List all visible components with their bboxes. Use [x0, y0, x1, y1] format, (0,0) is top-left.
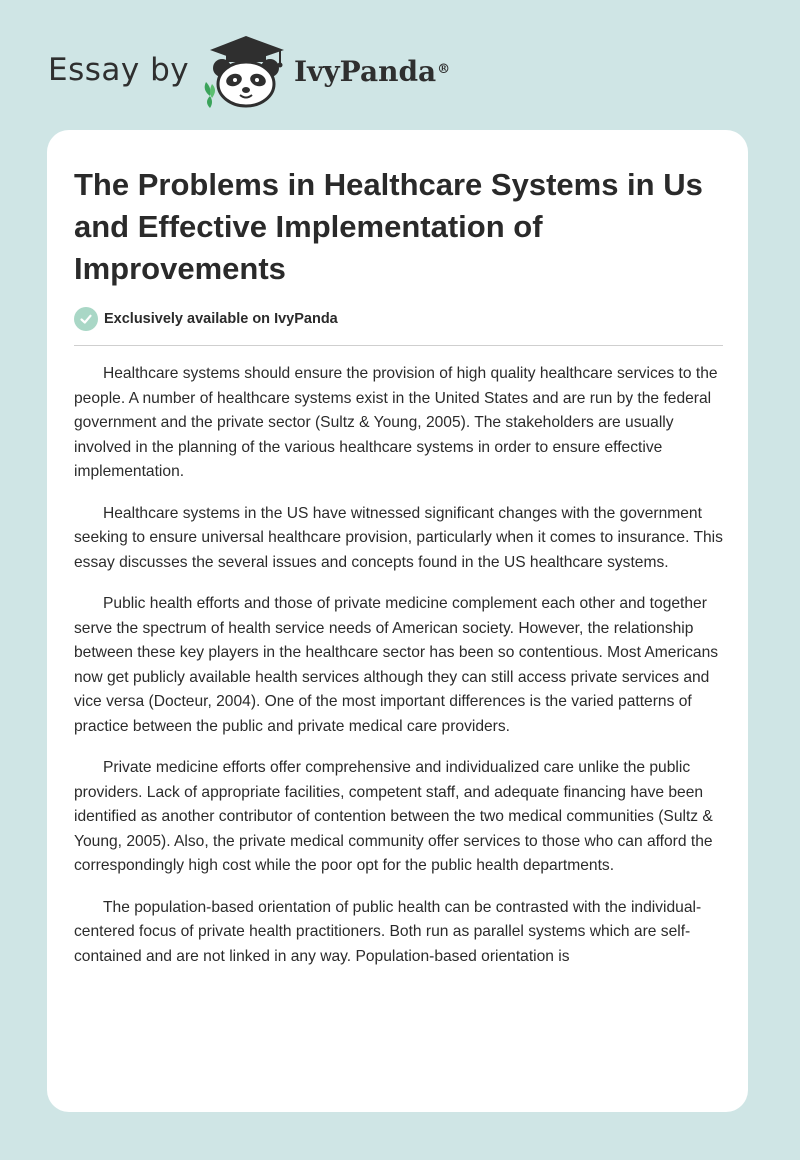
registered-mark: ®	[437, 62, 451, 77]
exclusive-badge-label: Exclusively available on IvyPanda	[104, 311, 338, 327]
brand-text: IvyPanda	[294, 55, 437, 88]
article-card	[47, 130, 748, 1112]
paragraph: Healthcare systems in the US have witnessed significant changes with the government seeking to ensure universal healthcare provision, particularly when it comes to insurance. This essay discusses the several issues and concepts found in the US healthcare systems.	[74, 504, 723, 571]
paragraph: The population-based orientation of public health can be contrasted with the individual-centered focus of private health practitioners. Both run as parallel systems which are self-contained and are not linked in any way. Population-based orientation is	[74, 898, 702, 965]
title-divider	[74, 345, 723, 346]
site-header	[0, 0, 800, 130]
article-body	[74, 362, 725, 986]
brand-name[interactable]	[294, 52, 450, 92]
panda-logo-icon[interactable]	[200, 30, 292, 110]
paragraph: Healthcare systems should ensure the provision of high quality healthcare services to the people. A number of healthcare systems exist in the United States and are run by the federal government and the private sector (Sultz & Young, 2005). The stakeholders are usually involved in the planning of the various healthcare systems in order to ensure effective implementation.	[74, 365, 718, 480]
article-title: The Problems in Healthcare Systems in Us and Effective Implementation of Improvements	[74, 167, 703, 286]
paragraph: Private medicine efforts offer comprehensive and individualized care unlike the public providers. Lack of appropriate facilities, competent staff, and adequate financing have been identified as another contributor of contention between the two medical communities (Sultz & Young, 2005). Also, the private medical community offer services to those who can afford the correspondingly high cost while the poor opt for the public health departments.	[74, 759, 713, 874]
paragraph: Public health efforts and those of private medicine complement each other and together serve the spectrum of health service needs of American society. However, the relationship between these key players in the healthcare sector has been so contentious. Most Americans now get publicly available health services although they can still access private services and vice versa (Docteur, 2004). One of the most important differences is the varied patterns of practice between the public and private medical care providers.	[74, 595, 719, 735]
exclusive-badge	[74, 306, 338, 332]
essay-by-label: Essay by	[48, 52, 190, 88]
check-circle-icon	[74, 307, 98, 331]
